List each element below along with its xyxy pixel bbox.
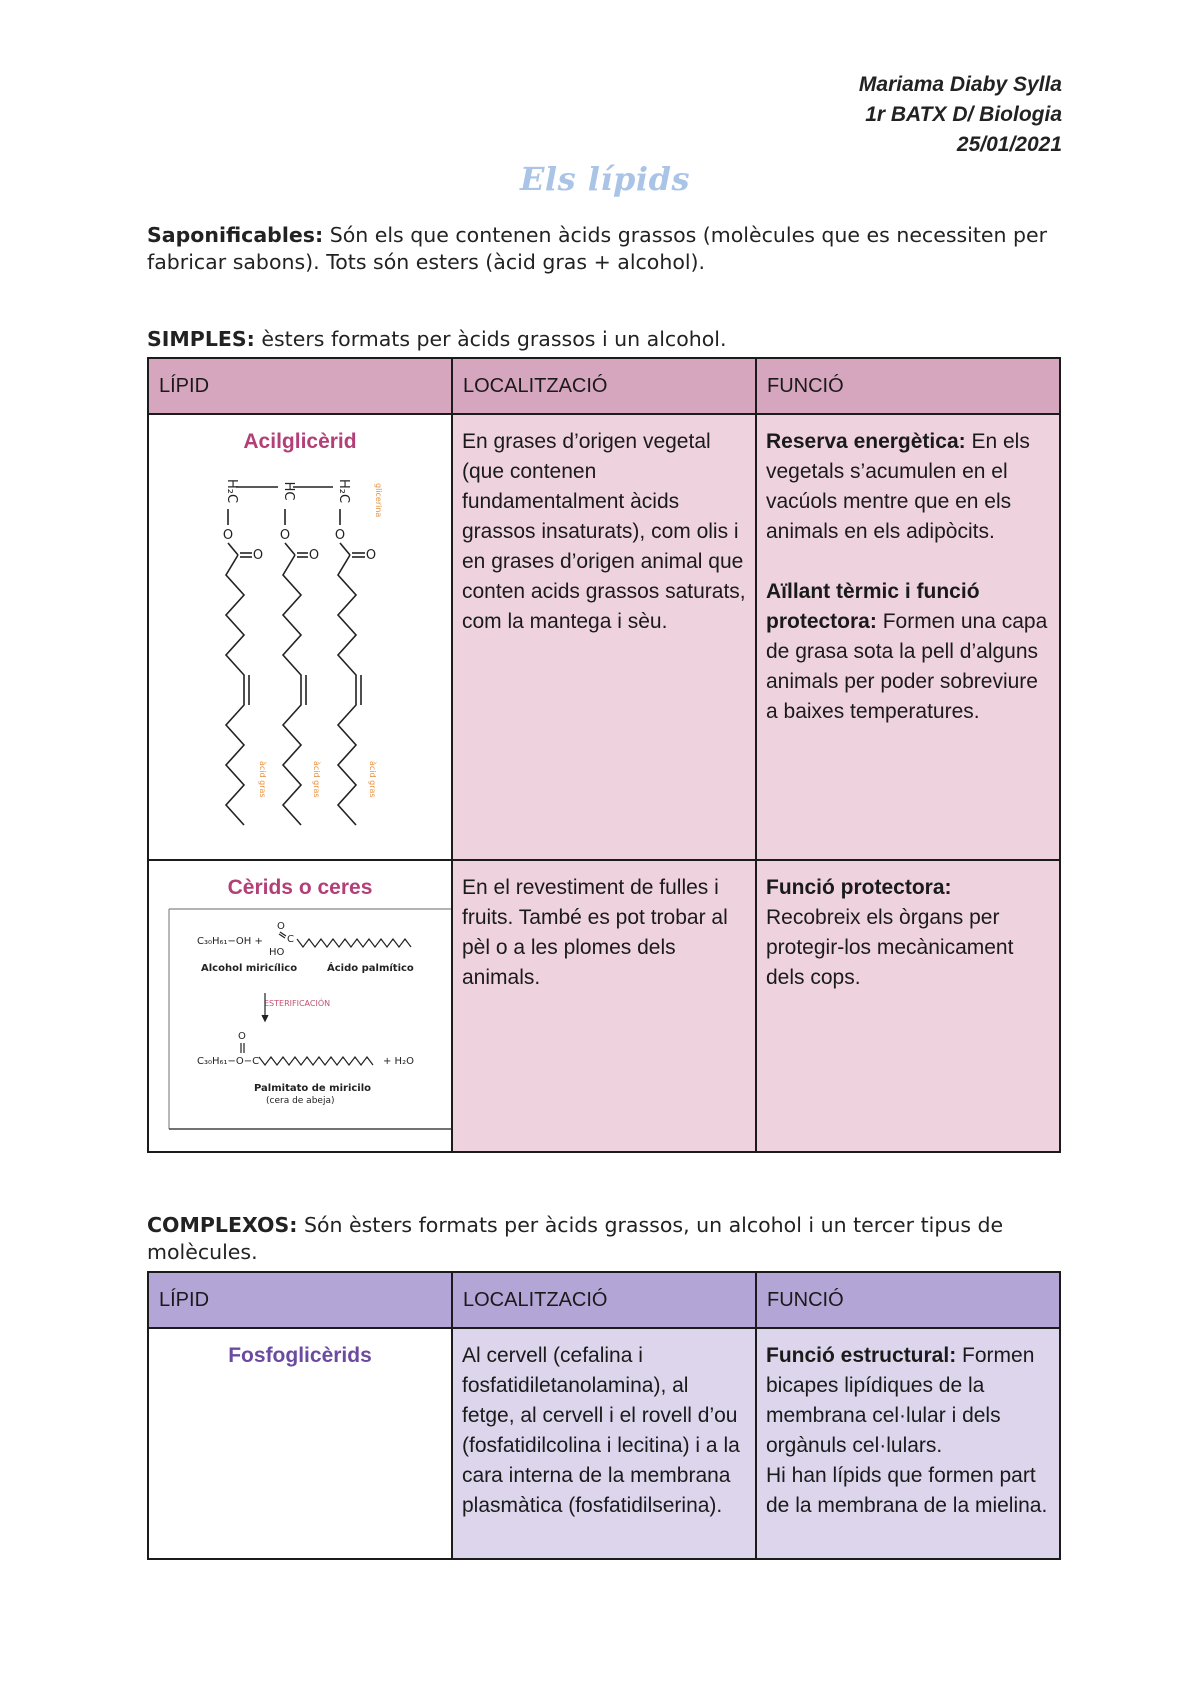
intro-paragraph: [147, 222, 1062, 276]
author-block: [859, 70, 1062, 160]
simples-text: èsters formats per àcids grassos i un alcohol.: [254, 327, 727, 351]
simples-label: SIMPLES:: [147, 327, 255, 351]
glycerol-carbon-label: H₂C: [336, 478, 351, 504]
function-text: Hi han lípids que formen part de la membrana de la mielina.: [766, 1464, 1048, 1517]
water-label: + H₂O: [383, 1056, 414, 1067]
function-label: Aïllant tèrmic i funció protectora:: [766, 580, 980, 633]
simples-table: [147, 357, 1061, 1153]
lipid-name: Cèrids o ceres: [227, 876, 373, 899]
reagent-formula: C₃₀H₆₁−OH +: [197, 936, 263, 947]
fatty-acid-chain: [338, 555, 356, 825]
oxygen-label: O: [279, 528, 291, 543]
intro-text: Són els que contenen àcids grassos (molècules que es necessiten per fabricar sabons). Tots són esters (àcid gras + alcohol).: [147, 223, 1048, 274]
lipid-cell: [148, 1328, 452, 1559]
column-header-lipid: LÍPID: [148, 1272, 452, 1328]
function-text: Recobreix els òrgans per protegir-los mecànicament dels cops.: [766, 906, 1014, 989]
location-cell: Al cervell (cefalina i fosfatidiletanolamina), al fetge, al cervell i el rovell d’ou (fosfatidilcolina i lecitina) i a la cara interna de la membrana plasmàtica (fosfatidilserina).: [452, 1328, 756, 1559]
table-header-row: [148, 358, 1060, 414]
complexos-table: [147, 1271, 1061, 1560]
fatty-acid-chain: [283, 555, 301, 825]
reagent-name: Ácido palmítico: [327, 963, 414, 974]
carbonyl-oxygen-label: O: [238, 1031, 246, 1042]
page-title: Els lípids: [520, 160, 690, 198]
fatty-acid-chain: [259, 1057, 373, 1065]
product-note: (cera de abeja): [266, 1096, 335, 1106]
table-row: [148, 414, 1060, 860]
fatty-acid-label: àcid gras: [258, 761, 267, 798]
location-cell: En el revestiment de fulles i fruits. També es pot trobar al pèl o a les plomes dels animals.: [452, 860, 756, 1152]
carbonyl-oxygen-label: O: [252, 548, 264, 563]
function-cell: [756, 860, 1060, 1152]
location-cell: En grases d’origen vegetal (que contenen fundamentalment àcids grassos insaturats), com olis i en grases d’origen animal que conten acids grassos saturats, com la mantega i sèu.: [452, 414, 756, 860]
reaction-label: ESTERIFICACIÓN: [264, 999, 331, 1008]
carbon-label: C: [287, 934, 294, 945]
course-label: 1r BATX D/ Biologia: [865, 103, 1062, 126]
lipid-cell: [148, 414, 452, 860]
fatty-acid-chain: [226, 555, 244, 825]
lipid-cell: [148, 860, 452, 1152]
function-cell: [756, 1328, 1060, 1559]
reagent-name: Alcohol miricílico: [201, 963, 298, 974]
function-label: Funció estructural:: [766, 1344, 957, 1367]
intro-label: Saponificables:: [147, 223, 324, 247]
carbonyl-oxygen-label: O: [365, 548, 377, 563]
glycerol-label: glicerina: [374, 483, 383, 518]
oxygen-label: O: [222, 528, 234, 543]
table-row: [148, 860, 1060, 1152]
wax-esterification-image: [159, 907, 451, 1131]
fatty-acid-chain: [297, 939, 411, 947]
column-header-location: LOCALITZACIÓ: [452, 1272, 756, 1328]
column-header-location: LOCALITZACIÓ: [452, 358, 756, 414]
carbonyl-oxygen-label: O: [308, 548, 320, 563]
lipid-name: Fosfoglicèrids: [228, 1344, 372, 1367]
function-text: Formen bicapes lipídiques de la membrana cel·lular i dels orgànuls cel·lulars.: [766, 1344, 1035, 1457]
date-label: 25/01/2021: [956, 133, 1062, 156]
table-row: [148, 1328, 1060, 1559]
complexos-text: Són èsters formats per àcids grassos, un alcohol i un tercer tipus de molècules.: [147, 1213, 1004, 1264]
function-text: Formen una capa de grasa sota la pell d’alguns animals per poder sobreviure a baixes temperatures.: [766, 610, 1048, 723]
fatty-acid-label: àcid gras: [312, 761, 321, 798]
complexos-label: COMPLEXOS:: [147, 1213, 298, 1237]
author-name: Mariama Diaby Sylla: [858, 73, 1062, 96]
column-header-function: FUNCIÓ: [756, 358, 1060, 414]
glycerol-carbon-label: HC: [281, 481, 296, 501]
table-header-row: [148, 1272, 1060, 1328]
function-text: En els vegetals s’acumulen en el vacúols mentre que en els animals en els adipòcits.: [766, 430, 1030, 543]
oxygen-label: O: [334, 528, 346, 543]
function-label: Funció protectora:: [766, 876, 952, 899]
column-header-lipid: LÍPID: [148, 358, 452, 414]
fatty-acid-label: àcid gras: [368, 761, 377, 798]
carbonyl-oxygen-label: O: [277, 921, 285, 932]
reagent-formula: HO: [269, 947, 285, 958]
simples-heading: [147, 326, 1062, 353]
product-name: Palmitato de miricilo: [254, 1083, 372, 1094]
function-cell: [756, 414, 1060, 860]
lipid-name: Acilglicèrid: [243, 430, 357, 453]
function-label: Reserva energètica:: [766, 430, 966, 453]
triglyceride-structure-image: [158, 461, 444, 831]
column-header-function: FUNCIÓ: [756, 1272, 1060, 1328]
glycerol-carbon-label: H₂C: [224, 478, 239, 504]
complexos-heading: [147, 1212, 1062, 1266]
product-formula: C₃₀H₆₁−O−C: [197, 1056, 260, 1067]
